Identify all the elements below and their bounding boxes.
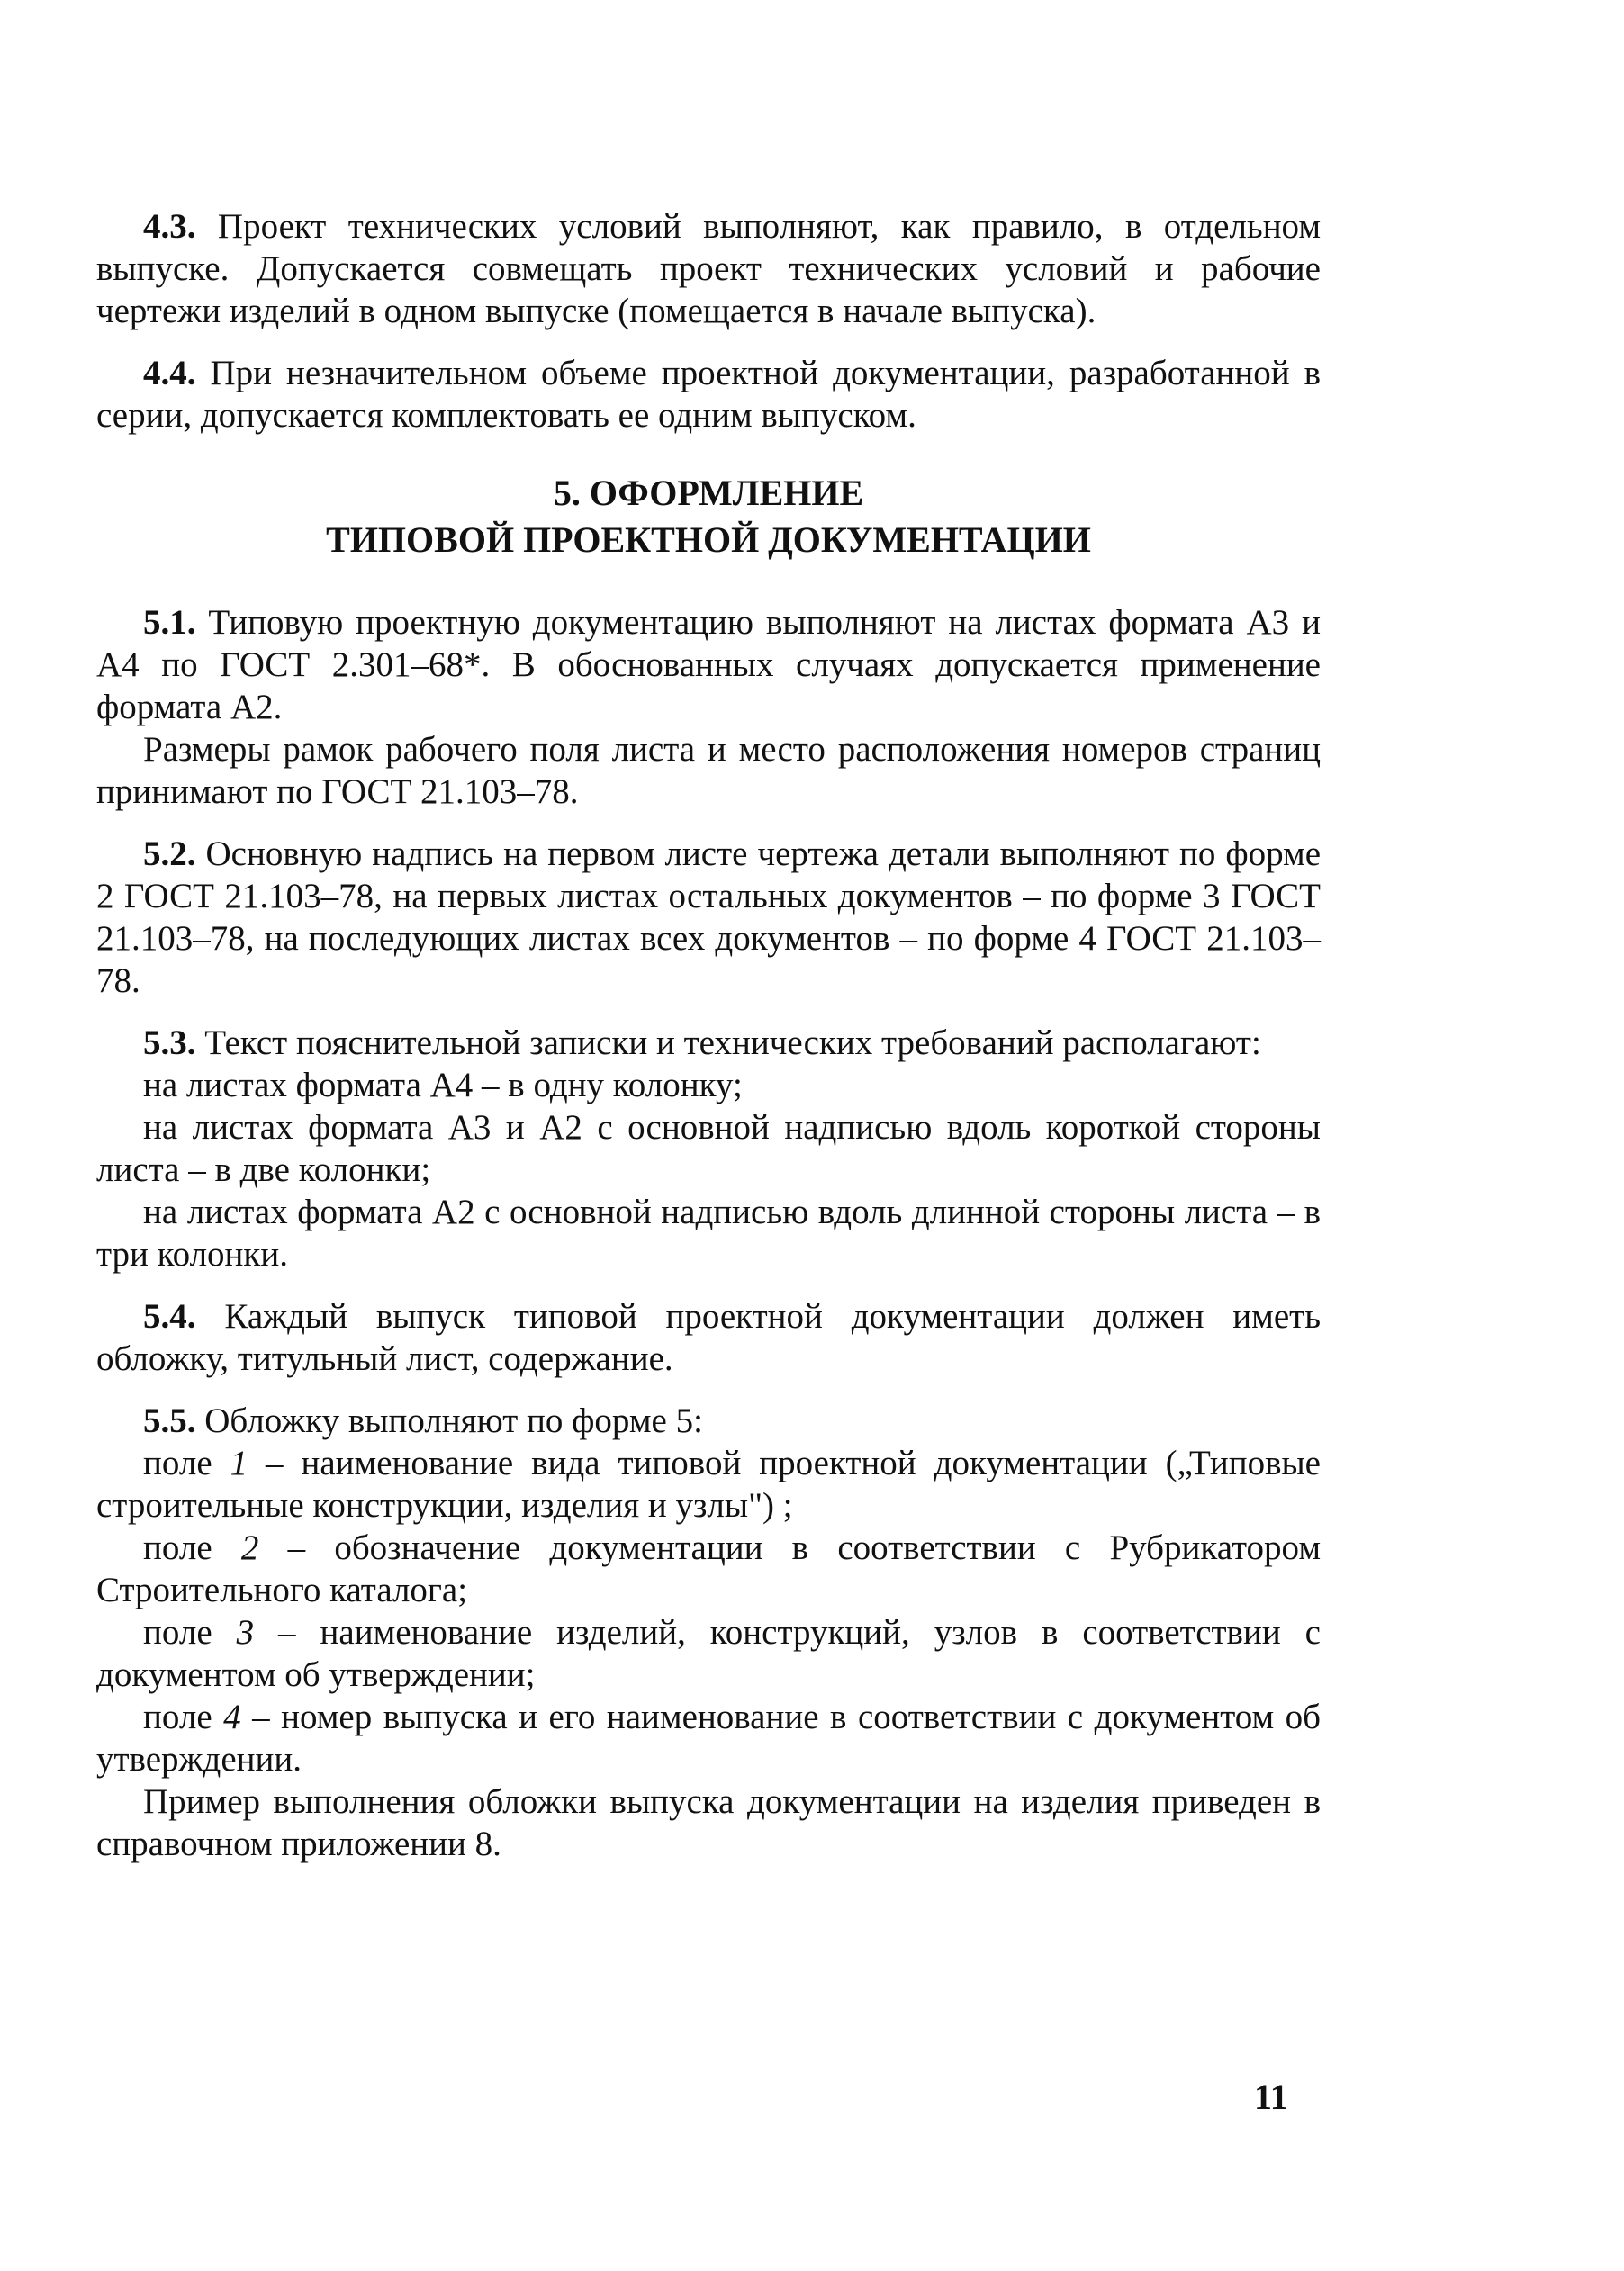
field-prefix: поле <box>143 1528 241 1567</box>
paragraph-text: Типовую проектную документацию выполняют на листах формата А3 и А4 по ГОСТ 2.301–68*. В обоснованных случаях допускается применение формата А2. <box>96 603 1321 726</box>
field-number: 3 <box>236 1613 255 1652</box>
paragraph-number: 5.2. <box>143 834 196 873</box>
field-item-2 <box>96 1527 1321 1611</box>
list-item: на листах формата А4 – в одну колонку; <box>143 1066 743 1104</box>
field-text: – наименование изделий, конструкций, узлов в соответствии с документом об утверждении; <box>96 1613 1321 1694</box>
heading-line-1: 5. ОФОРМЛЕНИЕ <box>553 473 864 513</box>
field-text: – наименование вида типовой проектной документации („Типовые строительные конструкции, изделия и узлы") ; <box>96 1444 1321 1525</box>
paragraph-5-1 <box>96 601 1321 728</box>
paragraph-text: Обложку выполняют по форме 5: <box>195 1401 703 1440</box>
paragraph-text: Каждый выпуск типовой проектной документации должен иметь обложку, титульный лист, содержание. <box>96 1297 1321 1378</box>
page-number: 11 <box>1254 2077 1288 2117</box>
field-text: – обозначение документации в соответствии с Рубрикатором Строительного каталога; <box>96 1528 1321 1609</box>
field-item-3 <box>96 1611 1321 1696</box>
list-item: на листах формата А2 с основной надписью вдоль длинной стороны листа – в три колонки. <box>96 1193 1321 1274</box>
paragraph-text: При незначительном объеме проектной документации, разработанной в серии, допускается комплектовать ее одним выпуском. <box>96 354 1321 435</box>
section5-block <box>96 601 1321 1865</box>
field-number: 4 <box>223 1698 241 1736</box>
paragraph-text: Основную надпись на первом листе чертежа детали выполняют по форме 2 ГОСТ 21.103–78, на первых листах остальных документов – по форме 3 ГОСТ 21.103–78, на последующих листах всех документов – по форме 4 ГОСТ 21.103–78. <box>96 834 1321 1000</box>
paragraph-number: 5.1. <box>143 603 196 642</box>
paragraph-5-2 <box>96 833 1321 1002</box>
paragraph-5-1-sub: Размеры рамок рабочего поля листа и место расположения номеров страниц принимают по ГОСТ 21.103–78. <box>96 730 1321 811</box>
field-number: 2 <box>240 1528 259 1567</box>
field-prefix: поле <box>143 1613 237 1652</box>
heading-line-2: ТИПОВОЙ ПРОЕКТНОЙ ДОКУМЕНТАЦИИ <box>326 519 1091 560</box>
paragraph-text: Проект технических условий выполняют, как правило, в отдельном выпуске. Допускается совмещать проект технических условий и рабочие чертежи изделий в одном выпуске (помещается в начале выпуска). <box>96 207 1321 330</box>
paragraph-5-3 <box>96 1022 1321 1064</box>
paragraph-4-3 <box>96 205 1321 332</box>
field-prefix: поле <box>143 1444 230 1482</box>
field-number: 1 <box>230 1444 248 1482</box>
field-text: – номер выпуска и его наименование в соответствии с документом об утверждении. <box>96 1698 1321 1779</box>
paragraph-text: Текст пояснительной записки и технических требований располагают: <box>195 1023 1261 1062</box>
field-item-4 <box>96 1696 1321 1780</box>
paragraph-number: 5.3. <box>143 1023 196 1062</box>
paragraph-number: 4.3. <box>143 207 196 246</box>
list-item: на листах формата А3 и А2 с основной надписью вдоль короткой стороны листа – в две колонки; <box>96 1108 1321 1189</box>
example-note: Пример выполнения обложки выпуска документации на изделия приведен в справочном приложении 8. <box>96 1782 1321 1863</box>
paragraph-4-4 <box>96 352 1321 437</box>
field-item-1 <box>96 1442 1321 1527</box>
paragraph-5-5 <box>96 1400 1321 1442</box>
field-prefix: поле <box>143 1698 224 1736</box>
section4-block <box>96 205 1321 437</box>
paragraph-5-4 <box>96 1295 1321 1380</box>
section-heading <box>96 470 1321 563</box>
paragraph-number: 5.5. <box>143 1401 196 1440</box>
paragraph-number: 5.4. <box>143 1297 196 1336</box>
paragraph-number: 4.4. <box>143 354 196 392</box>
